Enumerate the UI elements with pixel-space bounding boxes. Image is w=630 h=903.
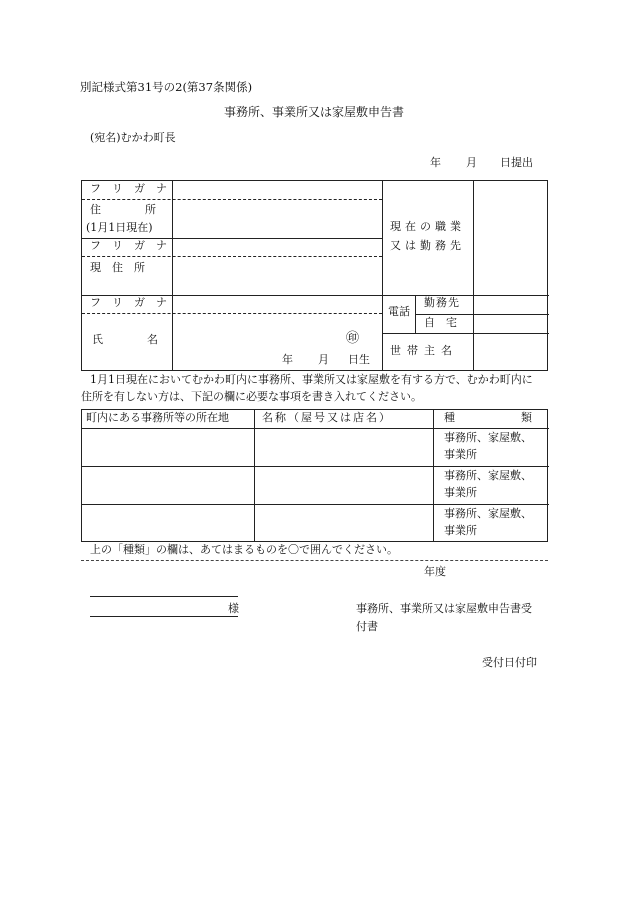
row-2-type-line1: 事務所、家屋敷、 <box>444 469 532 482</box>
name-label: 氏 名 <box>92 333 158 346</box>
header-type: 種 類 <box>444 411 532 424</box>
row-1-type-line1: 事務所、家屋敷、 <box>444 431 532 444</box>
householder-label: 世帯主名 <box>390 344 458 357</box>
honorific-sama: 様 <box>228 602 239 615</box>
header-name: 名称（屋号又は店名） <box>262 411 392 424</box>
birth-day-label: 日生 <box>348 353 370 366</box>
header-location: 町内にある事務所等の所在地 <box>86 411 229 424</box>
row-1-type-line2: 事業所 <box>444 448 477 461</box>
occupation-label-line1: 現在の職業 <box>390 220 465 233</box>
furigana-label: フ リ ガ ナ <box>90 182 167 195</box>
receipt-stamp-label: 受付日付印 <box>482 656 537 669</box>
receipt-title-line1: 事務所、事業所又は家屋敷申告書受 <box>356 602 532 615</box>
phone-label: 電話 <box>388 305 410 318</box>
instruction-line-2: 住所を有しない方は、下記の欄に必要な事項を書き入れてください。 <box>81 390 422 403</box>
address-label: 住 所 <box>90 203 156 216</box>
fiscal-year-label: 年度 <box>424 565 446 578</box>
form-reference: 別記様式第31号の2(第37条関係) <box>80 80 253 94</box>
cut-line <box>81 560 548 561</box>
addressee: (宛名)むかわ町長 <box>90 131 176 144</box>
instruction-line-1: 1月1日現在においてむかわ町内に事務所、事業所又は家屋敷を有する方で、むかわ町内に <box>90 373 533 386</box>
address-note: (1月1日現在) <box>86 221 153 234</box>
name-line-1 <box>90 596 238 597</box>
row-2-type-line2: 事業所 <box>444 486 477 499</box>
date-year-label: 年 <box>430 156 441 169</box>
receipt-title-line2: 付書 <box>356 620 378 633</box>
occupation-label-line2: 又は勤務先 <box>390 239 465 252</box>
seal-mark: ㊞ <box>346 331 360 346</box>
form-title: 事務所、事業所又は家屋敷申告書 <box>224 105 405 119</box>
name-line-2 <box>90 616 238 617</box>
birth-month-label: 月 <box>318 353 329 366</box>
furigana-label-2: フ リ ガ ナ <box>90 239 167 252</box>
furigana-label-3: フ リ ガ ナ <box>90 296 167 309</box>
phone-work-label: 勤務先 <box>424 296 460 309</box>
row-3-type-line1: 事務所、家屋敷、 <box>444 507 532 520</box>
birth-year-label: 年 <box>282 353 293 366</box>
date-month-label: 月 <box>466 156 477 169</box>
type-note: 上の「種類」の欄は、あてはまるものを〇で囲んでください。 <box>90 543 398 556</box>
phone-home-label: 自 宅 <box>424 316 457 329</box>
current-address-label: 現 住 所 <box>90 261 145 274</box>
date-day-label: 日提出 <box>500 156 533 169</box>
row-3-type-line2: 事業所 <box>444 524 477 537</box>
